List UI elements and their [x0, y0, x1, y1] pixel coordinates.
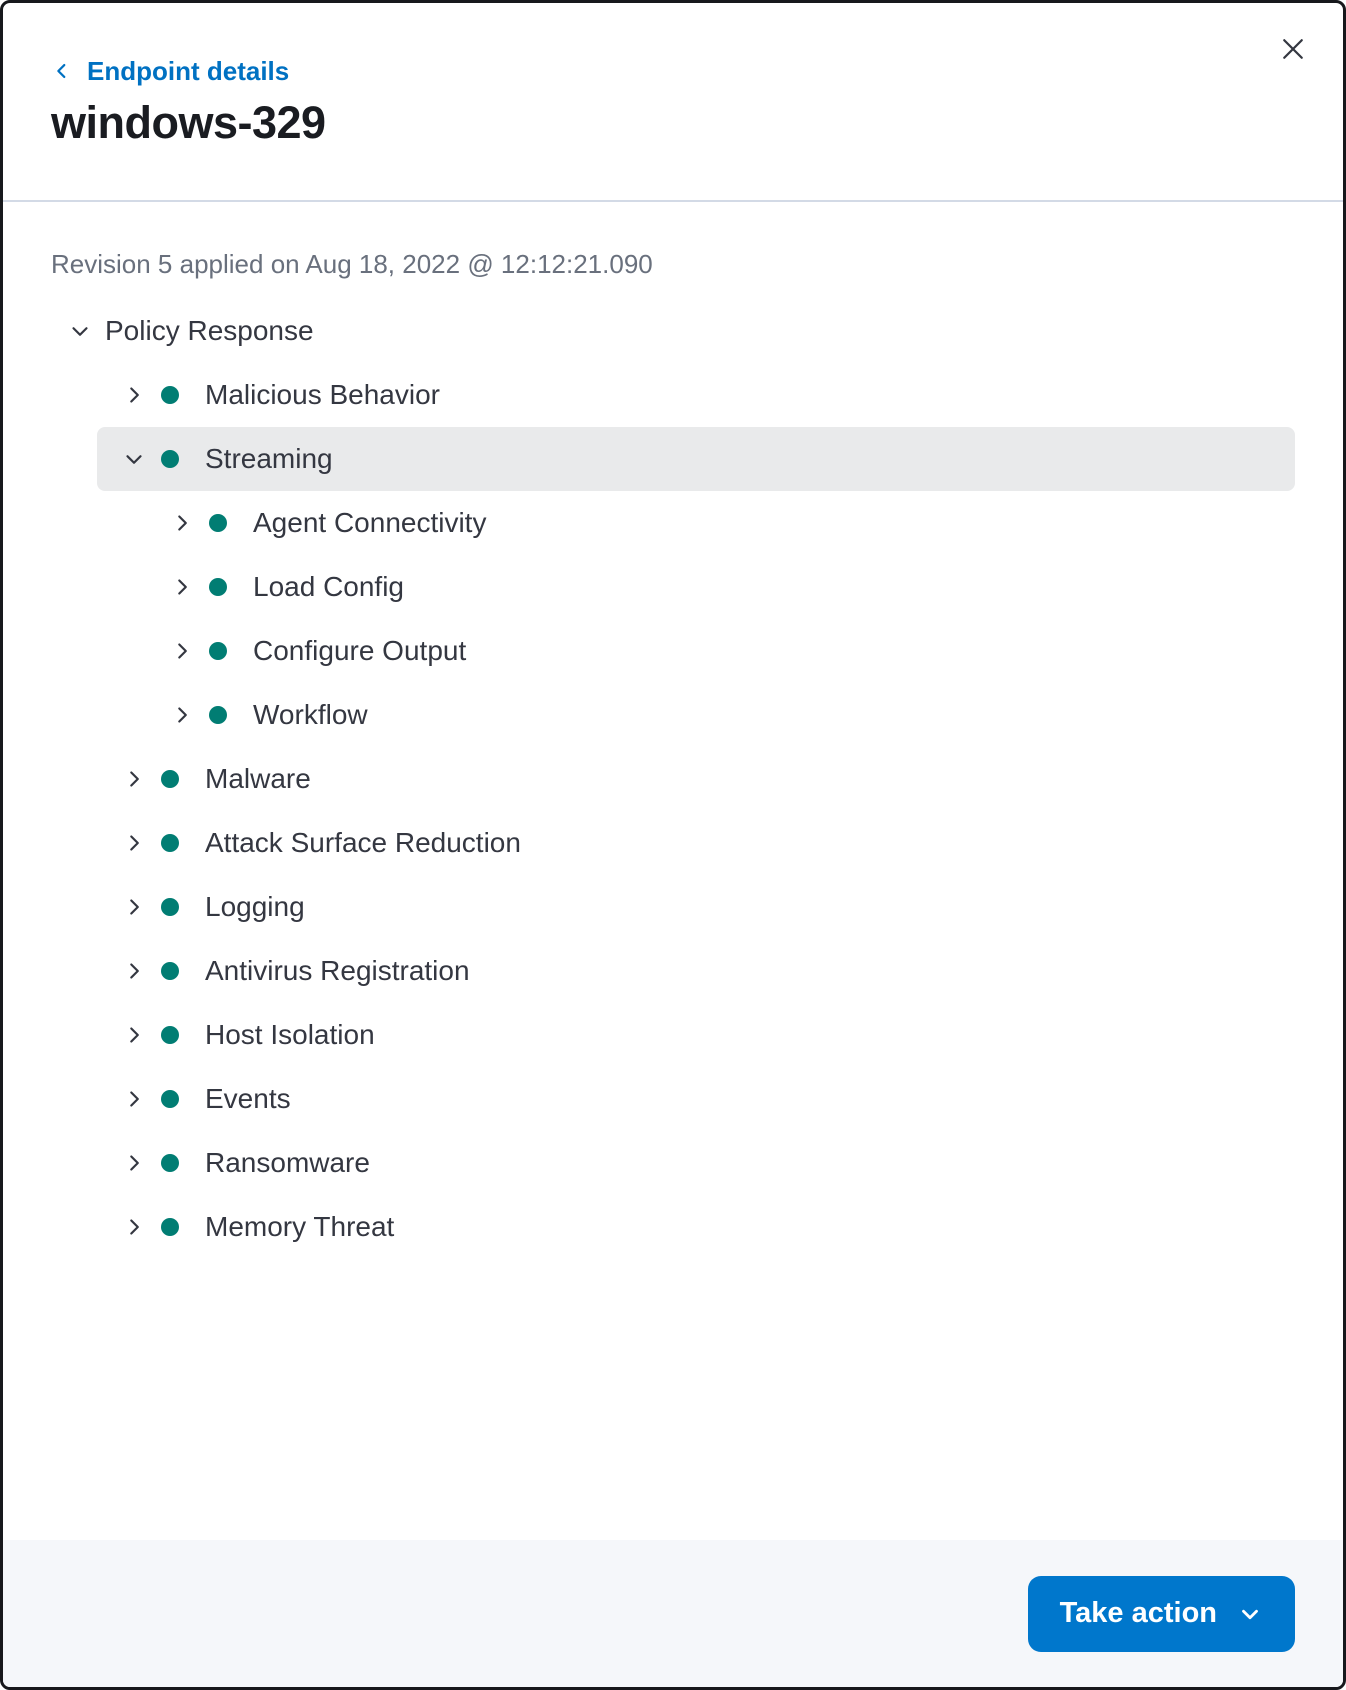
- tree-item-load-config[interactable]: [145, 555, 1295, 619]
- status-dot-icon: [161, 1026, 179, 1044]
- status-dot-icon: [161, 1090, 179, 1108]
- status-dot-icon: [161, 834, 179, 852]
- chevron-right-icon: [121, 382, 147, 408]
- chevron-down-icon: [67, 318, 93, 344]
- chevron-down-icon: [121, 446, 147, 472]
- tree-item-policy-response[interactable]: [51, 299, 1295, 363]
- tree-item-workflow[interactable]: [145, 683, 1295, 747]
- close-icon[interactable]: [1271, 27, 1315, 71]
- tree-item-malware[interactable]: [97, 747, 1295, 811]
- tree-item-host-isolation[interactable]: [97, 1003, 1295, 1067]
- chevron-right-icon: [121, 830, 147, 856]
- status-dot-icon: [209, 578, 227, 596]
- back-link-endpoint-details[interactable]: [51, 55, 289, 87]
- chevron-right-icon: [121, 958, 147, 984]
- tree-item-attack-surface-reduction[interactable]: [97, 811, 1295, 875]
- tree-item-label: Logging: [205, 891, 305, 922]
- chevron-right-icon: [121, 894, 147, 920]
- tree-item-label: Antivirus Registration: [205, 955, 470, 986]
- tree-item-logging[interactable]: [97, 875, 1295, 939]
- chevron-right-icon: [169, 574, 195, 600]
- chevron-right-icon: [169, 510, 195, 536]
- flyout-footer: [3, 1540, 1343, 1687]
- take-action-label: Take action: [1059, 1597, 1217, 1629]
- tree-item-label: Malware: [205, 763, 311, 794]
- tree-item-antivirus-registration[interactable]: [97, 939, 1295, 1003]
- tree-item-malicious-behavior[interactable]: [97, 363, 1295, 427]
- status-dot-icon: [161, 1218, 179, 1236]
- flyout-header: [3, 3, 1343, 202]
- tree-item-label: Malicious Behavior: [205, 379, 440, 410]
- status-dot-icon: [209, 642, 227, 660]
- tree-item-label: Attack Surface Reduction: [205, 827, 521, 858]
- chevron-right-icon: [169, 702, 195, 728]
- tree-item-ransomware[interactable]: [97, 1131, 1295, 1195]
- chevron-right-icon: [121, 1150, 147, 1176]
- tree-item-streaming[interactable]: [97, 427, 1295, 491]
- chevron-right-icon: [121, 1214, 147, 1240]
- tree-item-label: Host Isolation: [205, 1019, 375, 1050]
- page-title: windows-329: [51, 97, 326, 148]
- tree-item-configure-output[interactable]: [145, 619, 1295, 683]
- tree-item-label: Configure Output: [253, 635, 467, 666]
- tree-item-label: Workflow: [253, 699, 368, 730]
- back-link-label: Endpoint details: [87, 56, 290, 86]
- chevron-right-icon: [121, 1086, 147, 1112]
- tree-item-label: Load Config: [253, 571, 405, 602]
- tree-item-agent-connectivity[interactable]: [145, 491, 1295, 555]
- status-dot-icon: [161, 770, 179, 788]
- tree-item-label: Agent Connectivity: [253, 507, 487, 538]
- status-dot-icon: [161, 1154, 179, 1172]
- chevron-right-icon: [169, 638, 195, 664]
- status-dot-icon: [209, 706, 227, 724]
- policy-response-tree: [51, 299, 1295, 1259]
- flyout-body: [3, 202, 1343, 1540]
- tree-item-label: Ransomware: [205, 1147, 370, 1178]
- status-dot-icon: [161, 386, 179, 404]
- tree-item-label: Policy Response: [105, 315, 314, 346]
- status-dot-icon: [161, 450, 179, 468]
- chevron-right-icon: [121, 1022, 147, 1048]
- tree-item-label: Streaming: [205, 443, 333, 474]
- chevron-left-icon: [51, 60, 73, 82]
- tree-item-events[interactable]: [97, 1067, 1295, 1131]
- tree-item-label: Events: [205, 1083, 291, 1114]
- status-dot-icon: [161, 898, 179, 916]
- close-x-glyph: [1278, 34, 1308, 64]
- tree-item-label: Memory Threat: [205, 1211, 395, 1242]
- status-dot-icon: [209, 514, 227, 532]
- chevron-down-icon: [1237, 1601, 1263, 1627]
- revision-applied-text: Revision 5 applied on Aug 18, 2022 @ 12:12:21.090: [51, 249, 653, 279]
- chevron-right-icon: [121, 766, 147, 792]
- tree-item-memory-threat[interactable]: [97, 1195, 1295, 1259]
- status-dot-icon: [161, 962, 179, 980]
- take-action-button[interactable]: [1028, 1576, 1295, 1652]
